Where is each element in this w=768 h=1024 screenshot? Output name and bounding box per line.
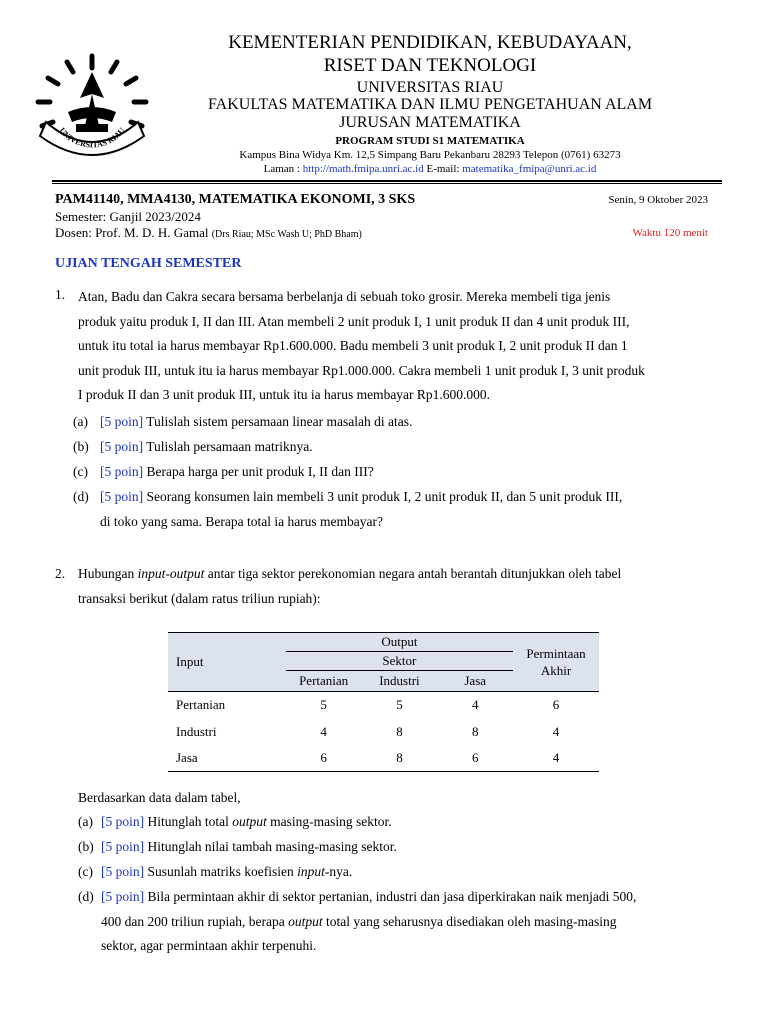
address: Kampus Bina Widya Km. 12,5 Simpang Baru Pekanbaru 28293 Telepon (0761) 63273 <box>239 149 621 161</box>
table-cell: 6 <box>552 697 560 713</box>
faculty-name: FAKULTAS MATEMATIKA DAN ILMU PENGETAHUAN ALAM <box>207 96 653 113</box>
email-link[interactable]: matematika_fmipa@unri.ac.id <box>462 163 597 175</box>
q1-number: 1. <box>55 287 66 302</box>
lecturer-degrees: (Drs Riau; MSc Wash U; PhD Bham) <box>211 229 362 240</box>
q2c-label: (c) <box>78 864 93 879</box>
table-cell: 8 <box>362 745 438 772</box>
laman-label: Laman : <box>263 163 300 175</box>
header-divider-thin <box>52 183 722 184</box>
table-cell: 5 <box>396 697 403 713</box>
q2a-points: [5 poin] <box>101 814 145 829</box>
row-label: Jasa <box>168 745 286 772</box>
q2c-points: [5 poin] <box>101 864 145 879</box>
q1c-body: Berapa harga per unit produk I, II dan III? <box>146 464 374 479</box>
header-input: Input <box>168 633 286 692</box>
exam-duration: Waktu 120 menit <box>632 227 708 239</box>
department-name: JURUSAN MATEMATIKA <box>339 114 521 131</box>
q2a-text <box>101 810 714 835</box>
ministry-line1: KEMENTERIAN PENDIDIKAN, KEBUDAYAAN, <box>228 32 632 53</box>
university-name: UNIVERSITAS RIAU <box>356 79 504 96</box>
q1-line: untuk itu total ia harus membayar Rp1.600.000. Badu membeli 3 unit produk I, 2 unit produk II dan 1 <box>78 338 628 354</box>
ministry-line2: RISET DAN TEKNOLOGI <box>323 55 537 76</box>
row-label: Industri <box>176 723 217 739</box>
q2c-em: input <box>297 864 325 879</box>
q2b-text <box>101 835 714 860</box>
q2d-line3: sektor, agar permintaan akhir terpenuhi. <box>101 938 317 954</box>
q2b-pre: Hitunglah nilai tambah masing-masing sektor. <box>147 839 397 854</box>
q1d-body-line2: di toko yang sama. Berapa total ia harus membayar? <box>100 513 384 529</box>
university-logo <box>32 50 152 170</box>
q1d-text <box>100 485 714 534</box>
q2a-post: masing-masing sektor. <box>266 814 392 829</box>
q2d-line2-post: total yang seharusnya disediakan oleh masing-masing <box>322 913 617 929</box>
q2c-text <box>101 860 714 885</box>
table-row <box>168 692 599 719</box>
q1c-text <box>100 460 714 485</box>
table-cell: 4 <box>471 697 479 713</box>
table-cell: 8 <box>471 723 479 739</box>
q2-number: 2. <box>55 566 66 581</box>
q1d-points: [5 poin] <box>100 489 144 504</box>
table-cell: 8 <box>396 723 403 739</box>
q1-text <box>78 285 714 408</box>
q1d-label: (d) <box>73 489 89 504</box>
q2a-pre: Hitunglah total <box>147 814 233 829</box>
header-sector: Jasa <box>437 671 513 692</box>
q2d-line2-pre: 400 dan 200 triliun rupiah, berapa <box>101 913 289 929</box>
table-cell: 6 <box>286 745 362 772</box>
q2a-label: (a) <box>78 814 93 829</box>
table-cell: 6 <box>437 745 513 772</box>
transaction-table <box>168 632 599 772</box>
q1-line: I produk II dan 3 unit produk III, untuk itu ia harus membayar Rp1.600.000. <box>78 387 491 403</box>
q1-line: produk yaitu produk I, II dan III. Atan membeli 2 unit produk I, 1 unit produk II dan 4 unit produk III, <box>78 313 630 329</box>
header-sector: Industri <box>362 671 438 692</box>
q2d-text <box>101 885 714 959</box>
header-sektor: Sektor <box>286 652 513 671</box>
q2-after-table: Berdasarkan data dalam tabel, <box>78 790 241 805</box>
q2-intro-line2: transaksi berikut (dalam ratus triliun rupiah): <box>78 590 321 606</box>
contact-line <box>160 164 700 175</box>
q1-line: unit produk III, untuk itu ia harus membayar Rp1.000.000. Cakra membeli 1 unit produk I, 3 unit produk <box>78 362 645 378</box>
q2-intro <box>78 562 714 611</box>
q1-line: Atan, Badu dan Cakra secara bersama berbelanja di sebuah toko grosir. Mereka membeli tiga jenis <box>78 289 611 304</box>
q2d-label: (d) <box>78 889 94 904</box>
header-final-demand <box>513 633 599 692</box>
exam-date: Senin, 9 Oktober 2023 <box>608 194 708 206</box>
row-label: Pertanian <box>176 697 226 713</box>
q1a-text <box>100 410 714 435</box>
header-sector: Pertanian <box>286 671 362 692</box>
q1a-points: [5 poin] <box>100 414 144 429</box>
q1a-body: Tulislah sistem persamaan linear masalah di atas. <box>146 414 413 429</box>
header-output: Output <box>286 633 513 652</box>
email-label: E-mail: <box>426 163 460 175</box>
header-divider-thick <box>52 180 722 182</box>
q1b-label: (b) <box>73 439 89 454</box>
q2a-em: output <box>232 814 267 829</box>
course-title: PAM41140, MMA4130, MATEMATIKA EKONOMI, 3 SKS <box>55 192 416 207</box>
q2c-post: -nya. <box>324 864 353 879</box>
q1b-text <box>100 435 714 460</box>
program-name: PROGRAM STUDI S1 MATEMATIKA <box>335 135 525 147</box>
q1a-label: (a) <box>73 414 88 429</box>
exam-title: UJIAN TENGAH SEMESTER <box>55 256 242 271</box>
q2-intro-em: input-output <box>137 566 205 581</box>
header-final-demand-2: Akhir <box>540 663 572 678</box>
table-cell: 4 <box>513 745 599 772</box>
svg-text:UNIVERSITAS RIAU: UNIVERSITAS RIAU <box>57 126 127 150</box>
table-row <box>168 719 599 745</box>
table-cell: 4 <box>320 723 327 739</box>
table-row <box>168 745 599 772</box>
q2d-points: [5 poin] <box>101 889 145 904</box>
q2-intro-post: antar tiga sektor perekonomian negara antah berantah ditunjukkan oleh tabel <box>204 566 622 581</box>
q1b-body: Tulislah persamaan matriknya. <box>146 439 313 454</box>
header-final-demand-1: Permintaan <box>526 646 586 661</box>
q1c-points: [5 poin] <box>100 464 144 479</box>
q2-intro-pre: Hubungan <box>78 566 138 581</box>
semester: Semester: Ganjil 2023/2024 <box>55 209 201 224</box>
table-cell: 5 <box>320 697 327 713</box>
q2c-pre: Susunlah matriks koefisien <box>147 864 298 879</box>
q1b-points: [5 poin] <box>100 439 144 454</box>
q2d-pre: Bila permintaan akhir di sektor pertanian, industri dan jasa diperkirakan naik menjadi 500, <box>147 889 637 904</box>
table-cell: 4 <box>552 723 560 739</box>
website-link[interactable]: http://math.fmipa.unri.ac.id <box>302 163 424 175</box>
q2b-label: (b) <box>78 839 94 854</box>
q2d-line2-em: output <box>288 913 323 929</box>
q1d-body: Seorang konsumen lain membeli 3 unit produk I, 2 unit produk II, dan 5 unit produk III, <box>146 489 623 504</box>
q1c-label: (c) <box>73 464 88 479</box>
lecturer <box>55 225 362 241</box>
q2b-points: [5 poin] <box>101 839 145 854</box>
lecturer-name: Dosen: Prof. M. D. H. Gamal <box>55 225 209 240</box>
